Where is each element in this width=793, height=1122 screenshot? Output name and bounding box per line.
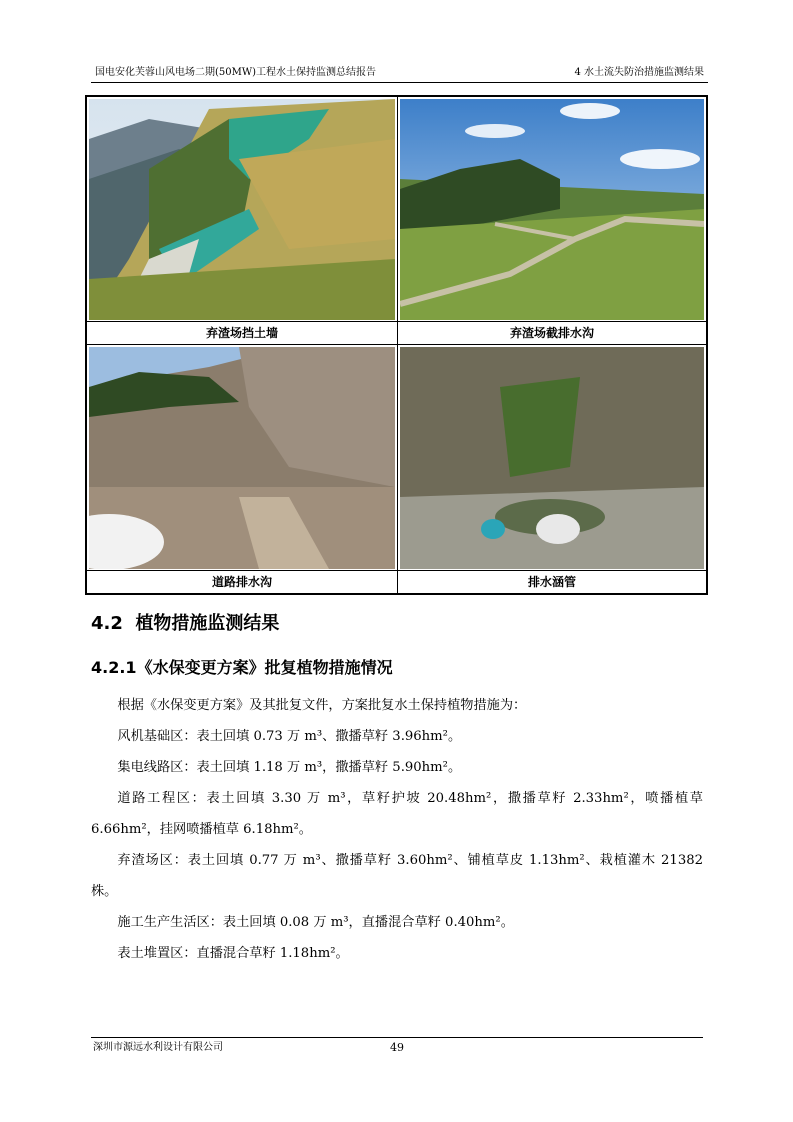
paragraph: 弃渣场区：表土回填 0.77 万 m³、撒播草籽 3.60hm²、铺植草皮 1.13hm²、栽植灌木 21382 株。	[91, 853, 703, 899]
paragraph: 表土堆置区：直播混合草籽 1.18hm²。	[117, 946, 349, 961]
section-heading	[91, 609, 279, 635]
caption-road-ditch: 道路排水沟	[87, 570, 397, 593]
caption-retaining-wall: 弃渣场挡土墙	[87, 321, 397, 344]
subsection-title: 《水保变更方案》批复植物措施情况	[136, 658, 393, 677]
caption-culvert: 排水涵管	[398, 570, 706, 593]
header-chapter-title: 4 水土流失防治措施监测结果	[574, 67, 704, 78]
section-title: 植物措施监测结果	[135, 613, 280, 634]
photo-interception-ditch	[400, 99, 704, 320]
paragraph: 集电线路区：表土回填 1.18 万 m³，撒播草籽 5.90hm²。	[117, 760, 462, 775]
paragraph: 风机基础区：表土回填 0.73 万 m³、撒播草籽 3.96hm²。	[117, 729, 462, 744]
paragraph: 施工生产生活区：表土回填 0.08 万 m³，直播混合草籽 0.40hm²。	[117, 915, 514, 930]
subsection-heading	[91, 655, 393, 678]
photo-cell-culvert	[398, 345, 706, 593]
page-number: 49	[390, 1041, 404, 1054]
photo-retaining-wall	[89, 99, 395, 320]
paragraph: 道路工程区：表土回填 3.30 万 m³，草籽护坡 20.48hm²，撒播草籽 2.33hm²，喷播植草 6.66hm²，挂网喷播植草 6.18hm²。	[91, 791, 703, 837]
page-footer	[91, 1037, 703, 1058]
photo-cell-road-ditch	[87, 345, 397, 593]
section-number: 4.2	[91, 613, 123, 634]
header-report-title: 国电安化芙蓉山风电场二期(50MW)工程水土保持监测总结报告	[95, 67, 377, 78]
body-text	[91, 690, 703, 969]
paragraph: 根据《水保变更方案》及其批复文件，方案批复水土保持植物措施为：	[117, 698, 527, 713]
photo-cell-interception-ditch	[398, 97, 706, 344]
photo-cell-retaining-wall	[87, 97, 397, 344]
photo-culvert	[400, 347, 704, 569]
photo-table	[85, 95, 708, 595]
table-horizontal-divider	[87, 344, 706, 345]
table-vertical-divider	[397, 97, 398, 593]
page-header	[91, 64, 708, 83]
caption-interception-ditch: 弃渣场截排水沟	[398, 321, 706, 344]
footer-company: 深圳市源远水利设计有限公司	[93, 1042, 223, 1053]
photo-road-ditch	[89, 347, 395, 569]
subsection-number: 4.2.1	[91, 658, 137, 677]
